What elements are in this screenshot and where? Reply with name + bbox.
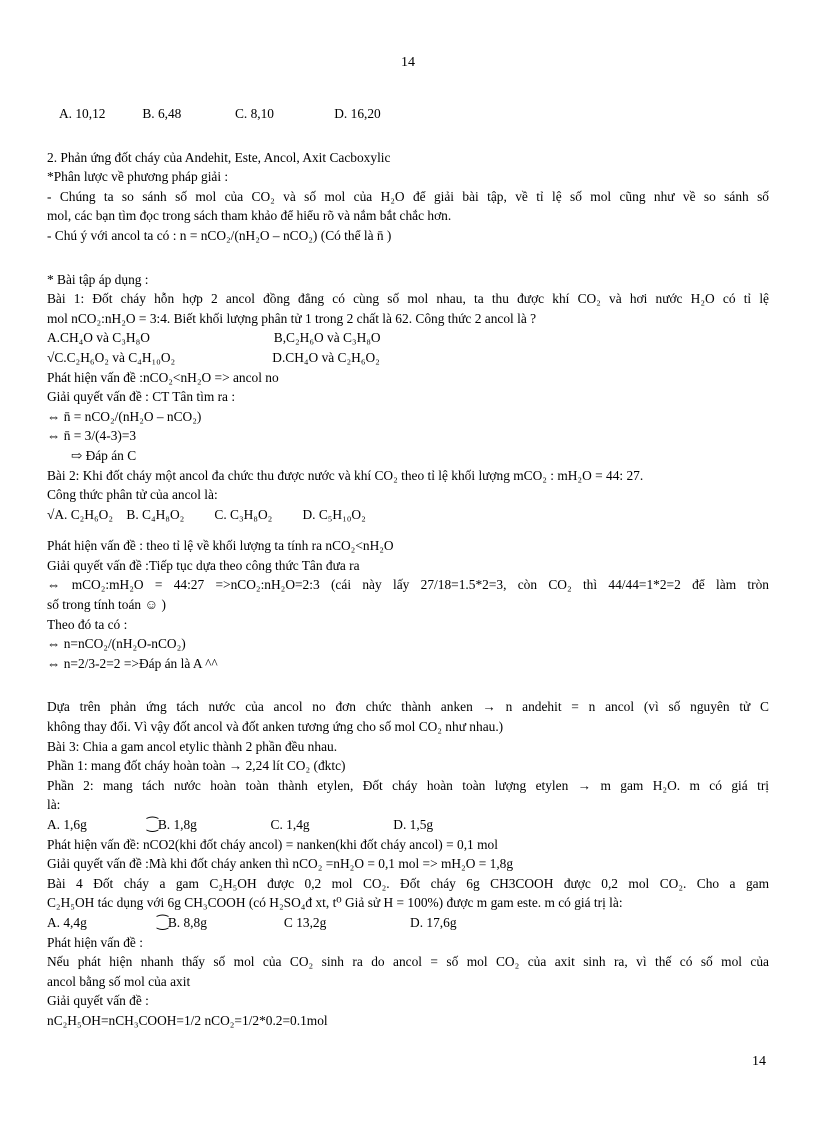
theory-paragraph: không thay đổi. Vì vậy đốt ancol và đốt anken tương ứng cho số mol CO₂ như nhau.) (47, 719, 504, 735)
exercise-1-text: Bài 1: Đốt cháy hỗn hợp 2 ancol đồng đẳng có cùng số mol nhau, ta thu được khí CO₂ và hơi nước H₂O có tỉ lệ (47, 291, 769, 307)
exercise-3-text: là: (47, 797, 61, 813)
exercise-2-solution: Giải quyết vấn đề :Tiếp tục dựa theo công thức Tân đưa ra (47, 557, 360, 573)
exercise-2-calc: Theo đó ta có : (47, 616, 128, 632)
exercise-2-calc: ⇔ n=nCO₂/(nH₂O-nCO₂) (47, 636, 186, 652)
section-heading: 2. Phản ứng đốt cháy của Andehit, Este, Ancol, Axit Cacboxylic (47, 149, 391, 165)
exercise-3-options: A. 1,6g ⁐B. 1,8g C. 1,4g D. 1,5g (47, 817, 434, 832)
exercise-2-analysis: Phát hiện vấn đề : theo tỉ lệ về khối lượng ta tính ra nCO₂<nH₂O (47, 538, 394, 554)
exercise-1-text: mol nCO₂:nH₂O = 3:4. Biết khối lượng phân tử 1 trong 2 chất là 62. Công thức 2 ancol là ? (47, 310, 537, 326)
exercise-1-options: √C.C₂H₆O₂ và C₄H₁₀O₂ D.CH₄O và C₂H₆O₂ (47, 349, 380, 365)
exercise-1-solution: Giải quyết vấn đề : CT Tân tìm ra : (47, 389, 236, 405)
exercise-3-solution: Giải quyết vấn đề :Mà khi đốt cháy anken thì nCO₂ =nH₂O = 0,1 mol => mH₂O = 1,8g (47, 856, 514, 872)
exercise-3-text: Phần 1: mang đốt cháy hoàn toàn → 2,24 lít CO₂ (đktc) (47, 758, 346, 774)
exercise-4-analysis-text: Nếu phát hiện nhanh thấy số mol của CO₂ sinh ra do ancol = số mol CO₂ của axit sinh ra, vì thế có số mol của (47, 954, 769, 970)
exercise-4-calc: nC₂H₅OH=nCH₃COOH=1/2 nCO₂=1/2*0.2=0.1mol (47, 1012, 328, 1028)
exercise-2-calc: ⇔ mCO₂:mH₂O = 44:27 =>nCO₂:nH₂O=2:3 (cái này lấy 27/18=1.5*2=3, còn CO₂ thì 44/44=1*2=2 để làm tròn (47, 577, 769, 593)
method-text-line: - Chúng ta so sánh số mol của CO₂ và số mol của H₂O để giải bài tập, về tỉ lệ số mol cũng như về so sánh số (47, 188, 769, 204)
exercise-3-text: Phần 2: mang tách nước hoàn toàn thành etylen, Đốt cháy hoàn toàn lượng etylen → m gam H₂O. m có giá trị (47, 777, 769, 793)
exercise-1-formula: ⇔ n̄ = nCO₂/(nH₂O – nCO₂) (47, 408, 202, 424)
exercise-3-analysis: Phát hiện vấn đề: nCO2(khi đốt cháy ancol) = nanken(khi đốt cháy ancol) = 0,1 mol (47, 836, 498, 852)
exercise-2-calc: số trong tính toán ☺ ) (47, 597, 166, 613)
exercises-heading: * Bài tập áp dụng : (47, 271, 149, 287)
page-number-bottom: 14 (752, 1054, 766, 1069)
exercise-1-options: A.CH₄O và C₃H₈O B,C₂H₆O và C₃H₈O (47, 330, 381, 346)
exercise-4-analysis-text: ancol bằng số mol của axit (47, 973, 191, 989)
exercise-1-answer: ⇨ Đáp án C (71, 447, 137, 463)
exercise-4-text: Bài 4 Đốt cháy a gam C₂H₅OH được 0,2 mol CO₂. Đốt cháy 6g CH3COOH được 0,2 mol CO₂. Cho a gam (47, 875, 769, 891)
exercise-1-formula: ⇔ n̄ = 3/(4-3)=3 (47, 428, 137, 444)
exercise-2-answer: ⇔ n=2/3-2=2 =>Đáp án là A ^^ (47, 655, 218, 671)
document-body (47, 104, 769, 1031)
theory-paragraph: Dựa trên phản ứng tách nước của ancol no đơn chức thành anken → n andehit = n ancol (vì số nguyên tử C (47, 699, 769, 715)
exercise-4-text: C₂H₅OH tác dụng với 6g CH₃COOH (có H₂SO₄đ xt, t⁰ Giả sử H = 100%) được m gam este. m có giá trị là: (47, 895, 623, 911)
exercise-4-options: A. 4,4g ⁐B. 8,8g C 13,2g D. 17,6g (47, 914, 457, 930)
formula-note-line: - Chú ý với ancol ta có : n = nCO₂/(nH₂O – nCO₂) (Có thể là n̄ ) (47, 227, 392, 243)
exercise-2-text: Công thức phân tử của ancol là: (47, 487, 218, 503)
exercise-4-solution: Giải quyết vấn đề : (47, 993, 149, 1009)
exercise-4-analysis: Phát hiện vấn đề : (47, 934, 143, 950)
method-text-line: mol, các bạn tìm đọc trong sách tham khảo để hiểu rõ và nắm bắt chắc hơn. (47, 208, 452, 224)
exercise-2-options: √A. C₂H₆O₂ B. C₄H₈O₂ C. C₃H₈O₂ D. C₅H₁₀O₂ (47, 506, 366, 522)
method-heading: *Phân lược về phương pháp giải : (47, 169, 229, 185)
exercise-1-analysis: Phát hiện vấn đề :nCO₂<nH₂O => ancol no (47, 369, 279, 385)
answer-options-line: A. 10,12 B. 6,48 C. 8,10 D. 16,20 (59, 106, 381, 121)
exercise-2-text: Bài 2: Khi đốt cháy một ancol đa chức thu được nước và khí CO₂ theo tỉ lệ khối lượng mCO₂ : mH₂O = 44: 27. (47, 467, 644, 483)
page-number-top: 14 (401, 55, 415, 70)
exercise-3-text: Bài 3: Chia a gam ancol etylic thành 2 phần đều nhau. (47, 738, 338, 754)
